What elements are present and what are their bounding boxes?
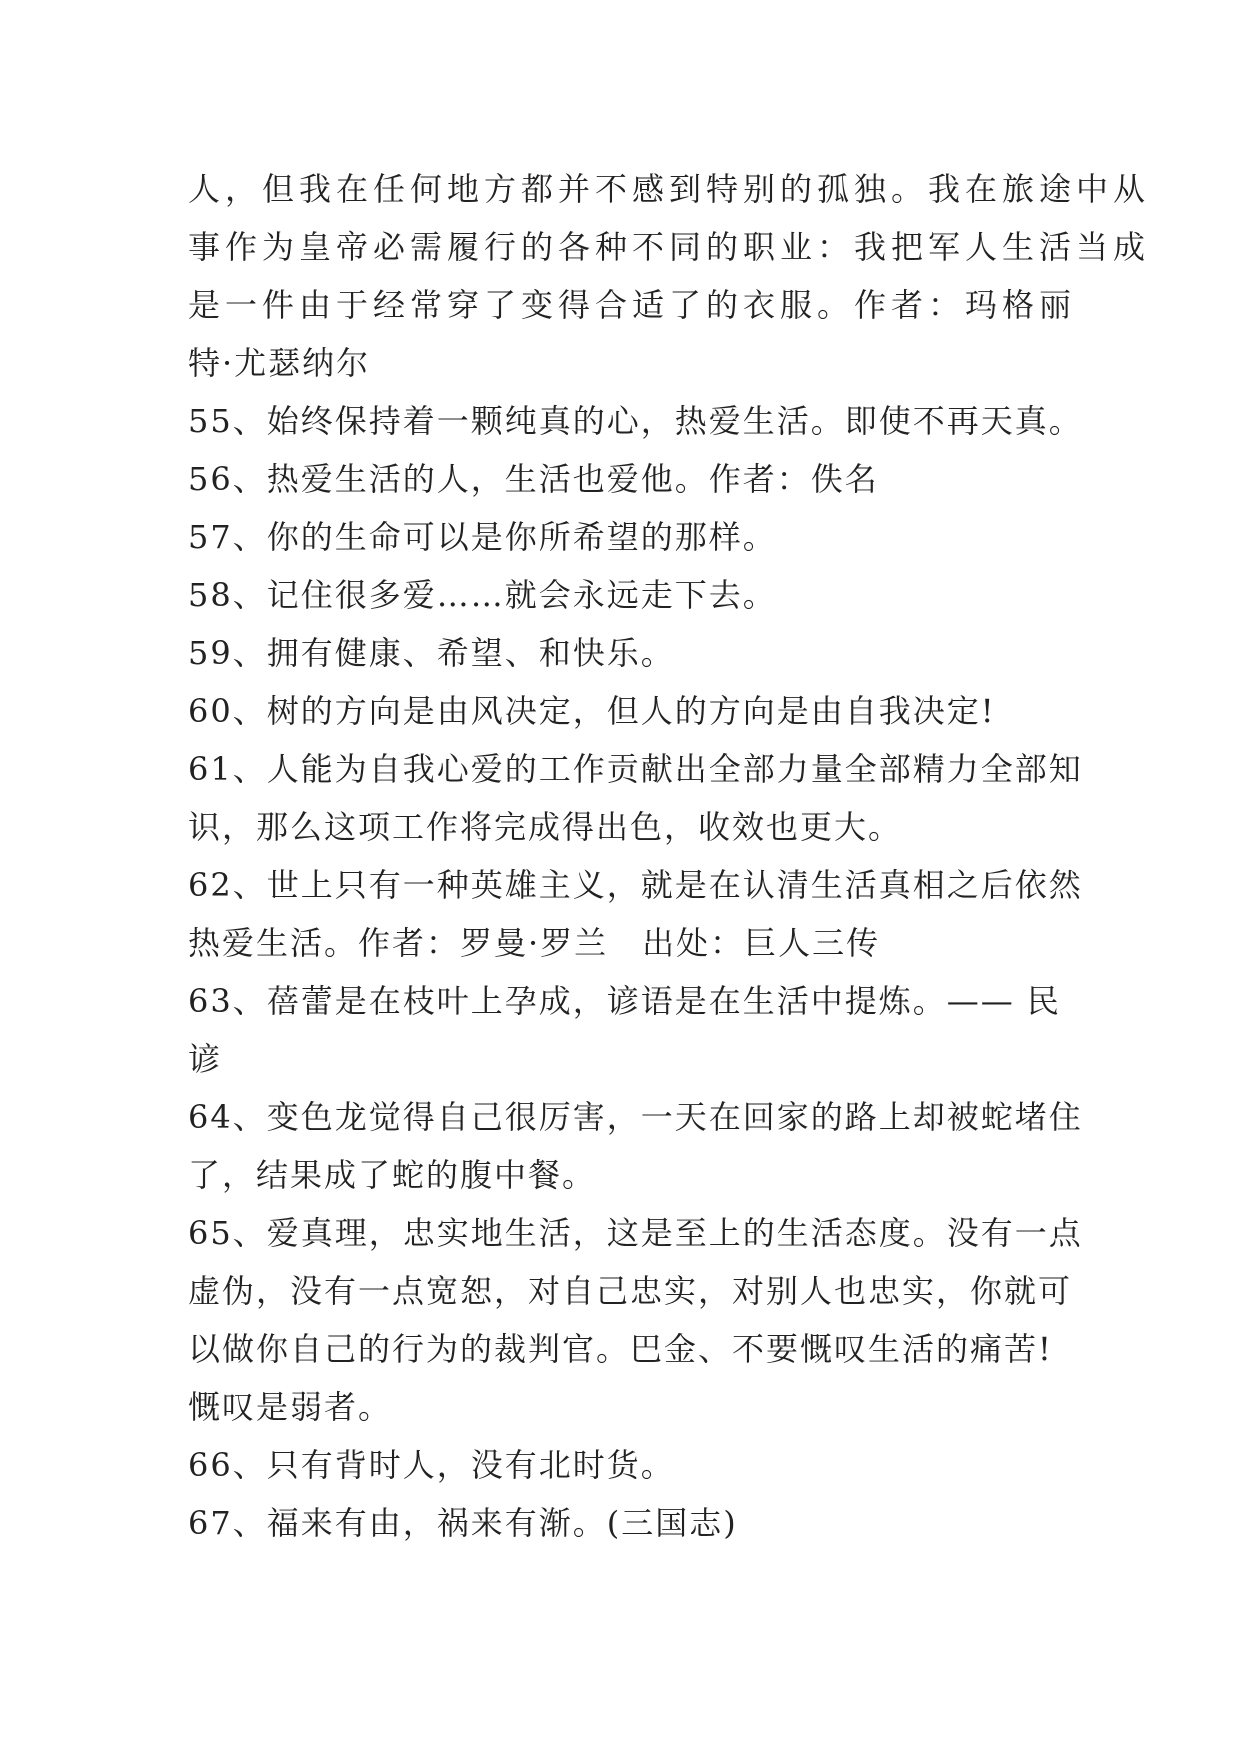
text-line: 以做你自己的行为的裁判官。巴金、不要慨叹生活的痛苦!	[188, 1330, 1053, 1368]
text-line: 虚伪，没有一点宽恕，对自己忠实，对别人也忠实，你就可	[188, 1272, 1073, 1310]
text-line: 57、你的生命可以是你所希望的那样。	[188, 518, 777, 556]
text-line: 56、热爱生活的人，生活也爱他。作者：佚名	[188, 460, 879, 498]
text-line: 识，那么这项工作将完成得出色，收效也更大。	[188, 808, 903, 846]
text-line: 62、世上只有一种英雄主义，就是在认清生活真相之后依然	[188, 866, 1083, 904]
text-line: 65、爱真理，忠实地生活，这是至上的生活态度。没有一点	[188, 1214, 1083, 1252]
text-line: 谚	[188, 1040, 223, 1078]
text-line: 是一件由于经常穿了变得合适了的衣服。作者：玛格丽	[188, 286, 1077, 324]
text-line: 63、蓓蕾是在枝叶上孕成，谚语是在生活中提炼。—— 民	[188, 982, 1061, 1020]
text-line: 了，结果成了蛇的腹中餐。	[188, 1156, 597, 1194]
text-line: 61、人能为自我心爱的工作贡献出全部力量全部精力全部知	[188, 750, 1083, 788]
text-line: 58、记住很多爱……就会永远走下去。	[188, 576, 777, 614]
text-line: 热爱生活。作者：罗曼·罗兰 出处：巨人三传	[188, 924, 881, 962]
text-line: 55、始终保持着一颗纯真的心，热爱生活。即使不再天真。	[188, 402, 1083, 440]
text-line: 慨叹是弱者。	[188, 1388, 393, 1426]
text-line: 特·尤瑟纳尔	[188, 344, 371, 382]
text-line: 66、只有背时人，没有北时货。	[188, 1446, 675, 1484]
text-line: 人，但我在任何地方都并不感到特别的孤独。我在旅途中从	[188, 170, 1151, 208]
text-line: 60、树的方向是由风决定，但人的方向是由自我决定!	[188, 692, 996, 730]
text-line: 事作为皇帝必需履行的各种不同的职业：我把军人生活当成	[188, 228, 1151, 266]
document-body	[188, 160, 1151, 1552]
text-line: 67、福来有由，祸来有渐。(三国志)	[188, 1504, 738, 1542]
text-line: 59、拥有健康、希望、和快乐。	[188, 634, 675, 672]
text-line: 64、变色龙觉得自己很厉害，一天在回家的路上却被蛇堵住	[188, 1098, 1083, 1136]
